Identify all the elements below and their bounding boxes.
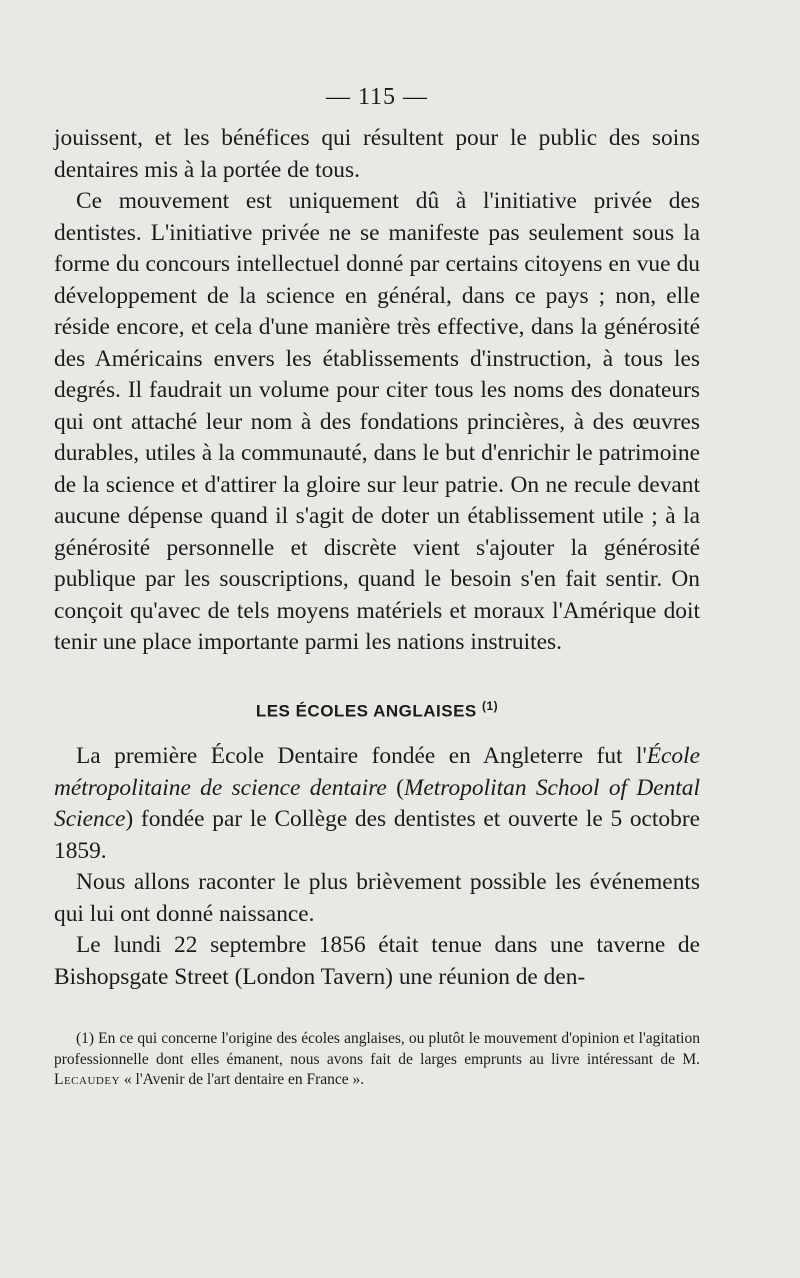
paragraph-1: jouissent, et les bénéfices qui résultent pour le public des soins dentaires mis à la portée de tous. — [54, 125, 700, 183]
school-name-english: Metropolitan School of Dental Science — [54, 774, 700, 833]
paragraph-4: Nous allons raconter le plus brièvement possible les événements qui lui ont donné naissance. — [54, 869, 700, 927]
paragraph-3-after: ) fondée par le Collège des dentistes et ouverte le 5 octobre 1859. — [54, 806, 700, 864]
paragraph-3 — [54, 741, 700, 867]
footnote-after: « l'Avenir de l'art dentaire en France ». — [120, 1071, 365, 1089]
footnote-before: (1) En ce qui concerne l'origine des écoles anglaises, ou plutôt le mouvement d'opinion et l'agitation professionnelle dont elles émanent, nous avons fait de larges emprunts au livre intéressant de M. — [54, 1030, 700, 1068]
section-heading — [54, 699, 700, 722]
paragraph-3-mid: ( — [386, 774, 404, 801]
paragraph-3-before: La première École Dentaire fondée en Angleterre fut l' — [76, 743, 647, 770]
page-number: — 115 — — [325, 84, 429, 110]
footnote-reference: (1) — [482, 698, 499, 713]
footnote-author: Lecaudey — [54, 1071, 121, 1089]
paragraph-5: Le lundi 22 septembre 1856 était tenue dans une taverne de Bishopsgate Street (London Tavern) une réunion de den- — [54, 932, 700, 990]
paragraph-2: Ce mouvement est uniquement dû à l'initiative privée des dentistes. L'initiative privée ne se manifeste pas seulement sous la forme du concours intellectuel donné par certains citoyens en vue du développement de la science en général, dans ce pays ; non, elle réside encore, et cela d'une manière très effective, dans la générosité des Américains envers les établissements d'instruction, à tous les degrés. Il faudrait un volume pour citer tous les noms des donateurs qui ont attaché leur nom à des fondations princières, à des œuvres durables, utiles à la communauté, dans le but d'enrichir le patrimoine de la science et d'attirer la gloire sur leur patrie. On ne recule devant aucune dépense quand il s'agit de doter un établissement utile ; à la générosité personnelle et discrète vient s'ajouter la générosité publique par les souscriptions, quand le besoin s'en fait sentir. On conçoit qu'avec de tels moyens matériels et moraux l'Amérique doit tenir une place importante parmi les nations instruites. — [54, 188, 700, 655]
text-block — [54, 84, 700, 1091]
footnote — [54, 1029, 700, 1091]
school-name-french: École métropolitaine de science dentaire — [54, 743, 700, 801]
section-heading-text: LES ÉCOLES ANGLAISES — [255, 701, 477, 721]
